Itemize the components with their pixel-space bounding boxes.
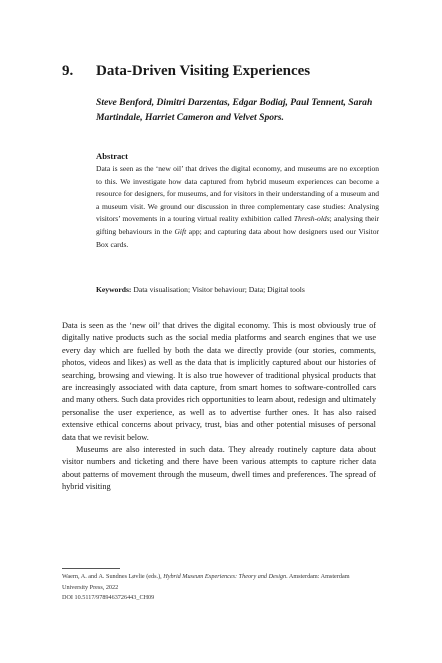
keywords [96, 284, 386, 296]
abstract-italic-app: Gift [174, 226, 187, 236]
abstract-text-part: app; and capturing data about how designers used our Visitor Box cards. [96, 226, 379, 249]
footnote [62, 572, 376, 604]
body-paragraph-2: Museums are also interested in such data. They already routinely capture data about visitor numbers and ticketing and there have been various attempts to capture richer data about patterns of movement through the museum, dwell times and preferences. The spread of hybrid visiting [62, 445, 376, 492]
footnote-divider [62, 568, 120, 569]
footnote-doi: DOI 10.5117/9789463726443_CH09 [62, 594, 155, 602]
footnote-citation [62, 572, 376, 593]
chapter-title: Data-Driven Visiting Experiences [96, 63, 311, 79]
body-text [62, 320, 376, 494]
keywords-text: Data visualisation; Visitor behaviour; Data; Digital tools [133, 285, 305, 294]
footnote-text-part: . Amsterdam: Amsterdam University Press, 2022 [62, 573, 350, 591]
abstract-heading: Abstract [96, 151, 128, 161]
footnote-book-title: Hybrid Museum Experiences: Theory and Design [163, 573, 287, 580]
footnote-text-part: Waern, A. and A. Sundnes Løvlie (eds.), [62, 573, 164, 580]
abstract-text [96, 163, 379, 251]
abstract-italic-title: Thresh-olds [293, 214, 330, 224]
abstract-text-part: Data is seen as the ‘new oil’ that drives the digital economy, and museums are no exception to this. We investigate how data captured from hybrid museum experiences can become a resource for designers, for museums, and for visitors in their understanding of a museum and a museum visit. We ground our discussion in three complementary case studies: Analysing visitors’ movements in a touring virtual reality exhibition called [96, 164, 379, 224]
abstract-text-part: ; analysing their gifting behaviours in the [96, 214, 379, 236]
body-paragraph-1: Data is seen as the ‘new oil’ that drives the digital economy. This is most obviously true of digitally native products such as the social media platforms and search engines that we use every day which are fuelled by both the data we directly provide (our stories, comments, photos, videos and likes) as well as the data that is implicitly captured about our histories of searching, browsing and viewing. It is also true however of traditional physical products that are increasingly associated with data capture, from smart homes to software-controlled cars and many others. Such data provides rich opportunities to learn about, redesign and ultimately personalise the user experience, as well as to advertise further ones. It has also raised extensive ethical concerns about privacy, trust, bias and other potential misuses of personal data that we revisit below. [62, 321, 376, 442]
chapter-number: 9. [62, 63, 74, 79]
keywords-label: Keywords: [96, 285, 132, 294]
chapter-heading [62, 63, 392, 80]
author-list: Steve Benford, Dimitri Darzentas, Edgar Bodiaj, Paul Tennent, Sarah Martindale, Harriet Cameron and Velvet Spors. [96, 97, 373, 123]
